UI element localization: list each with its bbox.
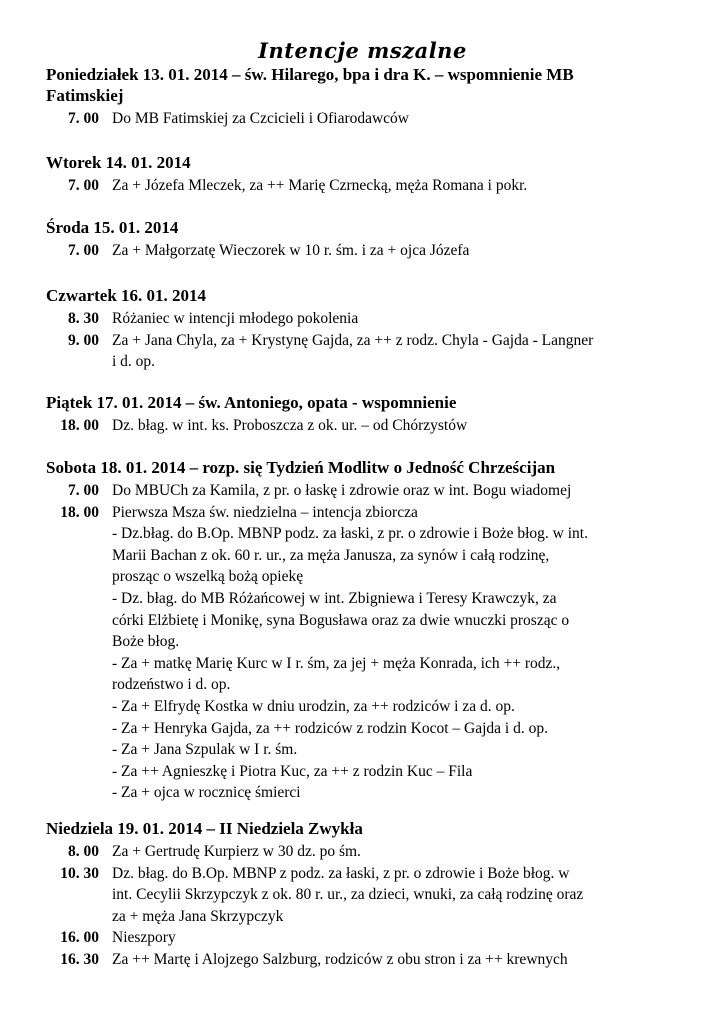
mass-entry: [46, 927, 686, 949]
intention-line: Do MB Fatimskiej za Czcicieli i Ofiarodawców: [112, 110, 410, 127]
intention-line: - Za + ojca w rocznicę śmierci: [112, 784, 301, 802]
mass-time: 10. 30: [60, 864, 99, 882]
mass-entry: [46, 863, 686, 928]
intention-line: Za + Jana Chyla, za + Krystynę Gajda, za ++ z rodz. Chyla - Gajda - Langner: [112, 331, 594, 349]
mass-time: 7. 00: [68, 482, 99, 499]
intention-line: - Dz. błag. do MB Różańcowej w int. Zbigniewa i Teresy Krawczyk, za: [112, 589, 557, 607]
day-header: [46, 64, 686, 106]
mass-intention: [112, 863, 686, 928]
mass-entry: [46, 240, 686, 262]
intention-line: - Za + matkę Marię Kurc w I r. śm, za jej + męża Konrada, ich ++ rodz.,: [112, 654, 561, 672]
day-header-line: Poniedziałek 13. 01. 2014 – św. Hilarego, bpa i dra K. – wspomnienie MB: [46, 65, 574, 84]
page-title: Intencje mszalne: [258, 38, 467, 63]
intention-line: Różaniec w intencji młodego pokolenia: [112, 310, 359, 327]
mass-time: 7. 00: [68, 242, 99, 259]
intention-line: Boże błog.: [112, 633, 180, 651]
day-header-line: Piątek 17. 01. 2014 – św. Antoniego, opata - wspomnienie: [46, 393, 457, 412]
mass-intention: [112, 175, 686, 197]
day-header-line: Fatimskiej: [46, 86, 124, 105]
day-header: [46, 392, 686, 413]
day-section-tuesday: [46, 152, 686, 197]
intention-line: Za + Józefa Mleczek, za ++ Marię Czrnecką, męża Romana i pokr.: [112, 177, 528, 194]
mass-time: 16. 30: [60, 950, 99, 968]
mass-time: 7. 00: [68, 110, 99, 127]
intention-line: Za + Gertrudę Kurpierz w 30 dz. po śm.: [112, 843, 361, 860]
day-section-friday: [46, 392, 686, 437]
mass-time: 7. 00: [68, 177, 99, 194]
intention-line: Dz. błag. w int. ks. Proboszcza z ok. ur. – od Chórzystów: [112, 417, 468, 434]
mass-intention: [112, 308, 686, 330]
intention-line: Do MBUCh za Kamila, z pr. o łaskę i zdrowie oraz w int. Bogu wiadomej: [112, 482, 572, 499]
mass-entry: [46, 108, 686, 130]
mass-time: 8. 00: [68, 843, 99, 860]
mass-time: 18. 00: [60, 417, 99, 434]
day-section-wednesday: [46, 217, 686, 262]
mass-entry: [46, 330, 686, 373]
mass-entry: [46, 502, 686, 804]
mass-time: 18. 00: [60, 503, 99, 521]
mass-intention: [112, 330, 686, 373]
intention-line: rodzeństwo i d. op.: [112, 676, 231, 694]
intention-line: i d. op.: [112, 353, 156, 371]
mass-intention: [112, 415, 686, 437]
intention-line: - Za ++ Agnieszkę i Piotra Kuc, za ++ z rodzin Kuc – Fila: [112, 762, 473, 780]
mass-time: 8. 30: [68, 310, 99, 327]
mass-intention: [112, 841, 686, 863]
mass-entry: [46, 841, 686, 863]
day-header: [46, 457, 686, 478]
day-section-monday: [46, 64, 686, 130]
intention-line: - Za + Henryka Gajda, za ++ rodziców z rodzin Kocot – Gajda i d. op.: [112, 719, 548, 737]
day-header: [46, 152, 686, 173]
intention-line: prosząc o wszelką bożą opiekę: [112, 568, 304, 586]
day-header-line: Wtorek 14. 01. 2014: [46, 153, 191, 172]
mass-entry: [46, 480, 686, 502]
mass-entry: [46, 415, 686, 437]
day-section-thursday: [46, 285, 686, 373]
intention-line: - Za + Elfrydę Kostka w dniu urodzin, za ++ rodziców i za d. op.: [112, 697, 515, 715]
day-section-saturday: [46, 457, 686, 804]
mass-intention: [112, 502, 686, 804]
day-section-sunday: [46, 818, 686, 971]
mass-time: 16. 00: [60, 929, 99, 947]
intention-line: Pierwsza Msza św. niedzielna – intencja zbiorcza: [112, 503, 418, 521]
mass-entry: [46, 949, 686, 971]
day-header-line: Niedziela 19. 01. 2014 – II Niedziela Zwykła: [46, 819, 363, 838]
intention-line: za + męża Jana Skrzypczyk: [112, 907, 284, 925]
intention-line: Dz. błag. do B.Op. MBNP z podz. za łaski, z pr. o zdrowie i Boże błog. w: [112, 864, 570, 882]
intention-line: Marii Bachan z ok. 60 r. ur., za męża Janusza, za synów i całą rodzinę,: [112, 546, 550, 564]
intention-line: - Dz.błag. do B.Op. MBNP podz. za łaski, z pr. o zdrowie i Boże błog. w int.: [112, 525, 588, 543]
day-header: [46, 818, 686, 839]
day-header: [46, 285, 686, 306]
day-header-line: Czwartek 16. 01. 2014: [46, 286, 207, 305]
mass-entry: [46, 175, 686, 197]
intention-line: Za + Małgorzatę Wieczorek w 10 r. śm. i za + ojca Józefa: [112, 242, 470, 259]
intention-line: córki Elżbietę i Monikę, syna Bogusława oraz za dwie wnuczki prosząc o: [112, 611, 570, 629]
day-header-line: Środa 15. 01. 2014: [46, 218, 179, 237]
day-header: [46, 217, 686, 238]
intention-line: Za ++ Martę i Alojzego Salzburg, rodziców z obu stron i za ++ krewnych: [112, 950, 568, 968]
intention-line: Nieszpory: [112, 929, 176, 947]
mass-time: 9. 00: [68, 331, 99, 349]
mass-intention: [112, 949, 686, 971]
mass-entry: [46, 308, 686, 330]
mass-intention: [112, 108, 686, 130]
intention-line: int. Cecylii Skrzypczyk z ok. 80 r. ur., za dzieci, wnuki, za całą rodzinę oraz: [112, 886, 584, 904]
mass-intention: [112, 480, 686, 502]
mass-intention: [112, 927, 686, 949]
intention-line: - Za + Jana Szpulak w I r. śm.: [112, 741, 298, 759]
day-header-line: Sobota 18. 01. 2014 – rozp. się Tydzień Modlitw o Jedność Chrześcijan: [46, 458, 556, 477]
mass-intention: [112, 240, 686, 262]
